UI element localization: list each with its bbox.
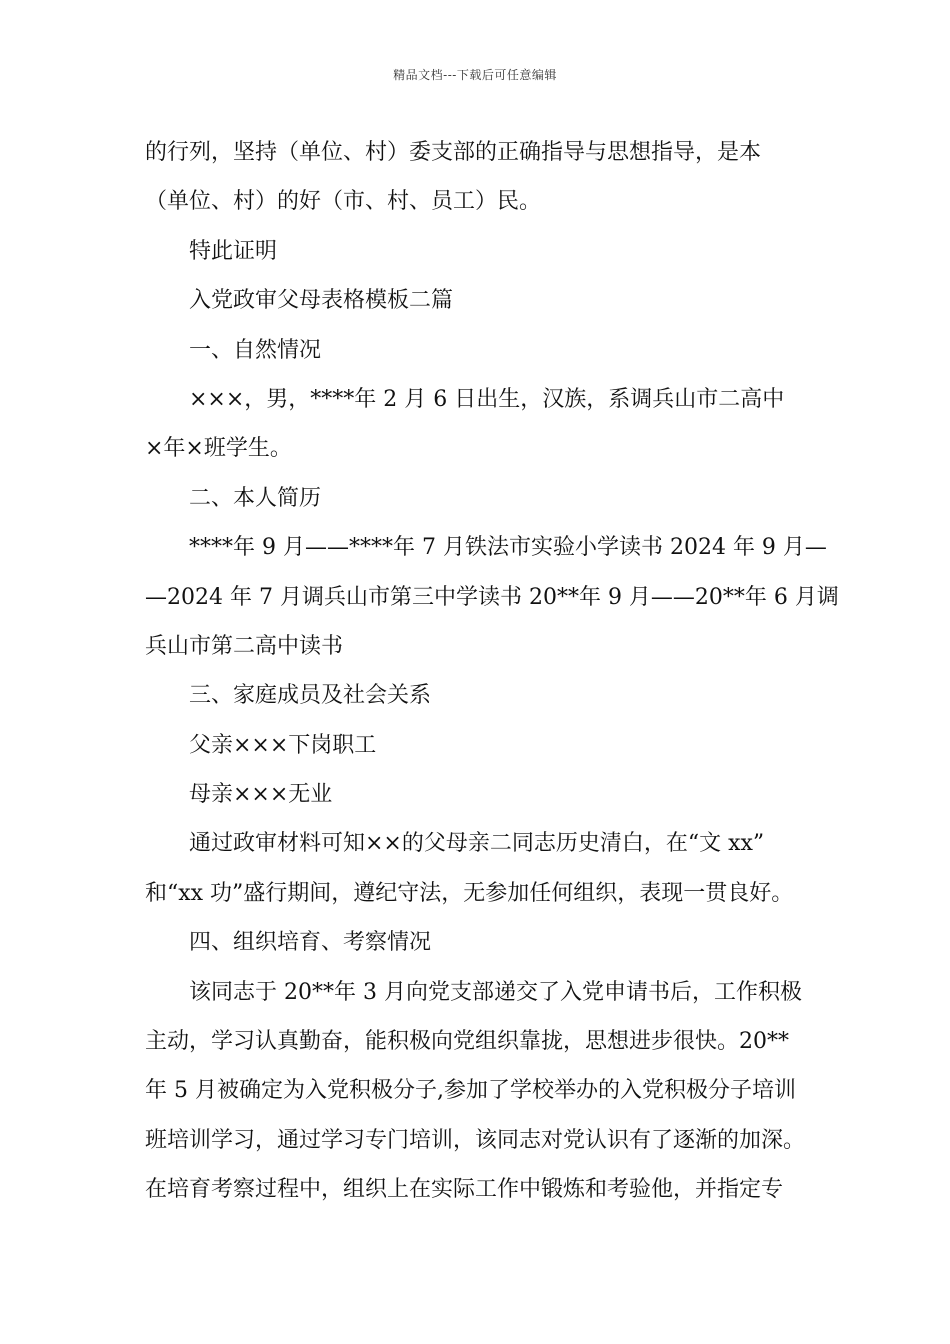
text-line-16: 和“xx 功”盛行期间，遵纪守法，无参加任何组织，表现一贯良好。: [145, 880, 794, 906]
text-line-2: （单位、村）的好（市、村、员工）民。: [145, 189, 542, 215]
heading-cultivation: 四、组织培育、考察情况: [189, 930, 432, 956]
text-line-6: ×××，男，****年 2 月 6 日出生，汉族，系调兵山市二高中: [189, 386, 785, 412]
text-line-7: ×年×班学生。: [145, 436, 292, 462]
text-line-mother: 母亲×××无业: [189, 782, 333, 808]
heading-family: 三、家庭成员及社会关系: [189, 683, 432, 709]
text-line-19: 主动，学习认真勤奋，能积极向党组织靠拢，思想进步很快。20**: [145, 1029, 789, 1055]
text-line-9: ****年 9 月——****年 7 月铁法市实验小学读书 2024 年 9 月—: [189, 535, 827, 561]
text-line-10: —2024 年 7 月调兵山市第三中学读书 20**年 9 月——20**年 6 月调: [145, 584, 839, 610]
text-line-15: 通过政审材料可知××的父母亲二同志历史清白，在“文 xx”: [189, 831, 765, 857]
text-line-21: 班培训学习，通过学习专门培训，该同志对党认识有了逐渐的加深。: [145, 1127, 806, 1153]
text-line-22: 在培育考察过程中，组织上在实际工作中锻炼和考验他，并指定专: [145, 1177, 784, 1203]
text-line-18: 该同志于 20**年 3 月向党支部递交了入党申请书后，工作积极: [189, 979, 802, 1005]
section-title: 入党政审父母表格模板二篇: [189, 288, 454, 314]
text-line-father: 父亲×××下岗职工: [189, 732, 377, 758]
page-header: 精品文档---下载后可任意编辑: [393, 68, 557, 82]
certification-line: 特此证明: [189, 238, 278, 264]
heading-natural-situation: 一、自然情况: [189, 337, 322, 363]
text-line-11: 兵山市第二高中读书: [145, 633, 344, 659]
text-line-20: 年 5 月被确定为入党积极分子,参加了学校举办的入党积极分子培训: [145, 1078, 796, 1104]
text-line-1: 的行列，坚持（单位、村）委支部的正确指导与思想指导，是本: [145, 140, 762, 165]
heading-resume: 二、本人简历: [189, 485, 322, 511]
document-body: [145, 128, 839, 1215]
